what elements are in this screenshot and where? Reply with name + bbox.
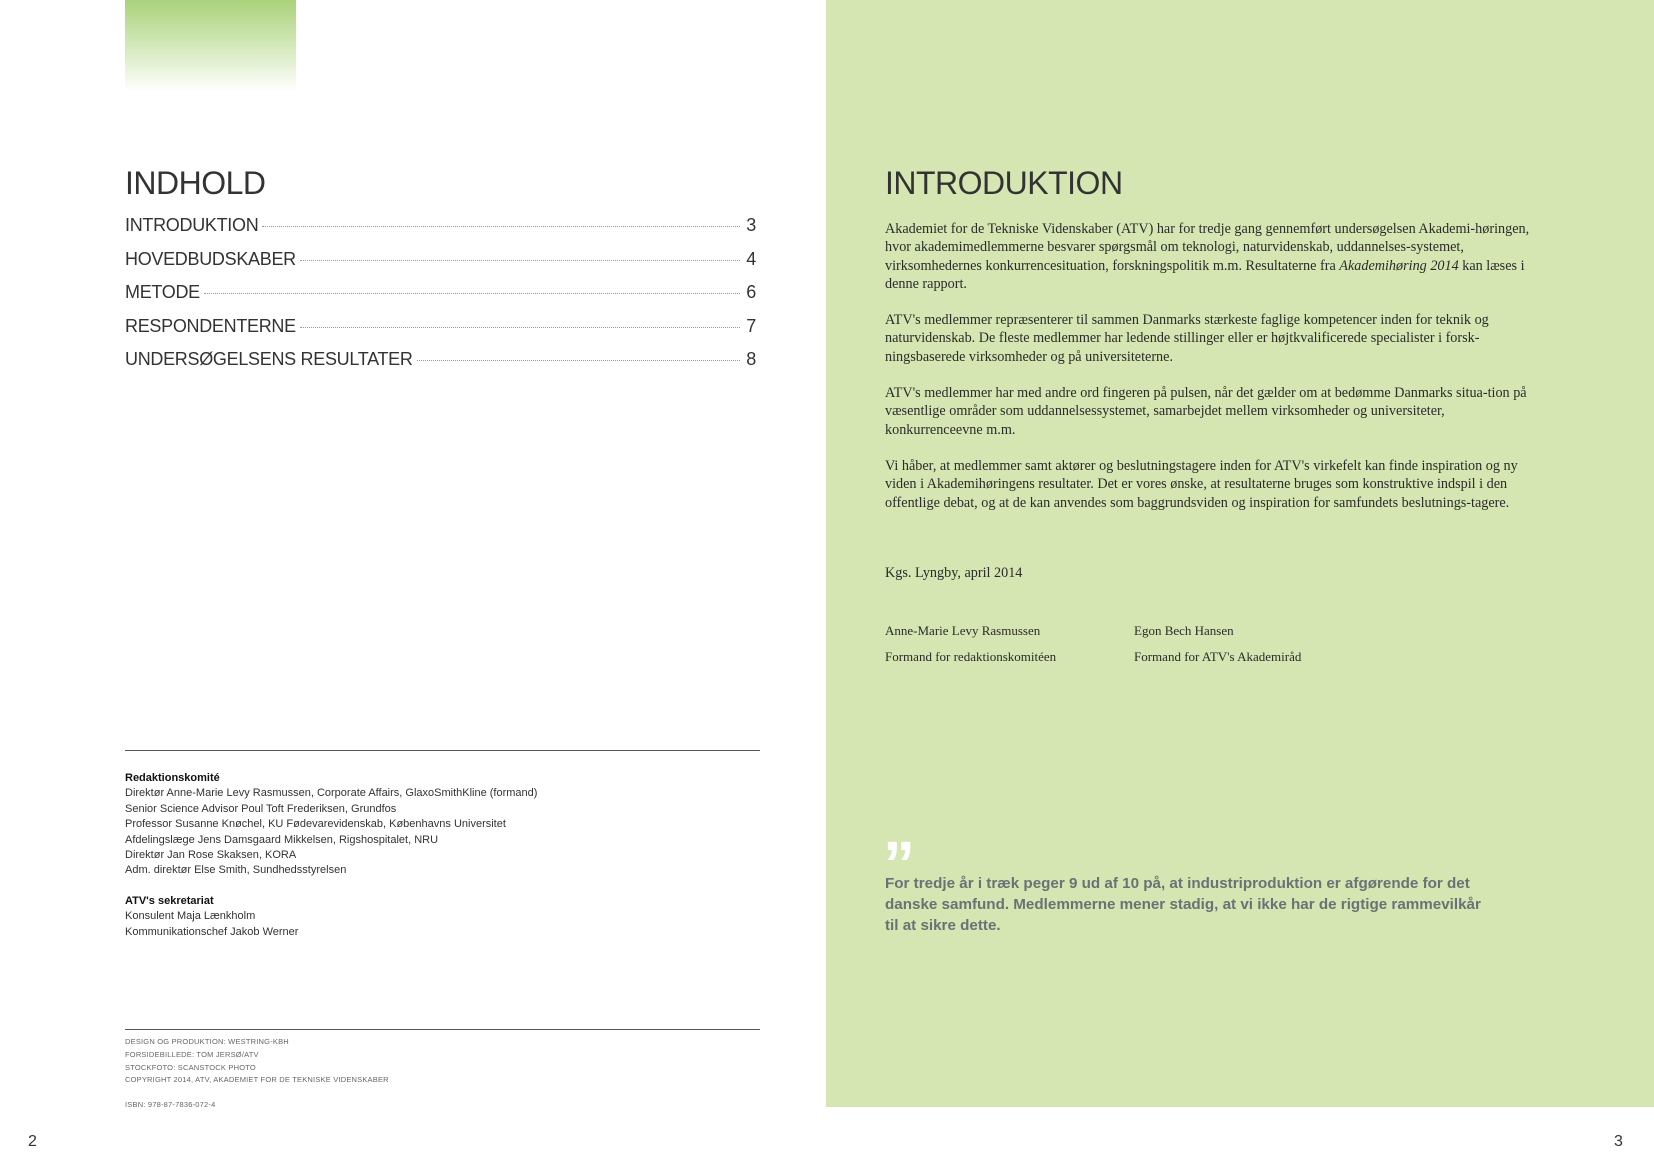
intro-paragraph: Vi håber, at medlemmer samt aktører og beslutningstagere inden for ATV's virkefelt kan finde inspiration og ny viden i Akademihøringens resultater. Det er vores ønske, at resultaterne bruges som konstruktive indspil i den offentlige debat, og at de kan anvendes som baggrundsviden og inspiration for samfundets beslutnings-tagere. <box>885 457 1518 511</box>
divider-rule <box>125 1029 760 1030</box>
signatory-role: Formand for ATV's Akademiråd <box>1134 649 1302 664</box>
signatory-1 <box>885 618 1056 670</box>
intro-paragraph <box>885 220 1535 293</box>
committee-heading: Redaktionskomité <box>125 772 220 784</box>
intro-text: Akademiet for de Tekniske Videnskaber (ATV) har for tredje gang gennemført undersøgelsen Akademi-høringen, hvor akademimedlemmerne besvarer spørgsmål om teknologi, naturvidenskab, uddannelses-systemet, virksomhedernes konkurrencesituation, forskningspolitik m.m. Resultaterne fra <box>885 221 1530 274</box>
toc-entry-label: METODE <box>125 282 200 302</box>
secretariat-heading: ATV's sekretariat <box>125 894 214 907</box>
committee-member: Senior Science Advisor Poul Toft Frederiksen, Grundfos <box>125 802 397 815</box>
toc-entry-resultater[interactable] <box>125 349 756 383</box>
left-page <box>0 0 826 1169</box>
signatory-name: Anne-Marie Levy Rasmussen <box>885 623 1041 638</box>
toc-leader-dots <box>204 293 740 294</box>
signatory-2 <box>1134 618 1301 670</box>
toc-entry-page: 6 <box>746 282 756 302</box>
toc-entry-label: RESPONDENTERNE <box>125 315 296 336</box>
signatory-role: Formand for redaktionskomitéen <box>885 649 1057 664</box>
committee-member: Direktør Anne-Marie Levy Rasmussen, Corporate Affairs, GlaxoSmithKline (formand) <box>125 787 538 800</box>
spacer <box>125 879 760 894</box>
toc-entry-label: UNDERSØGELSENS RESULTATER <box>125 349 413 369</box>
colophon-line: DESIGN OG PRODUKTION: WESTRING-KBH <box>125 1037 289 1046</box>
toc-entry-page: 4 <box>746 248 756 269</box>
secretariat-member: Konsulent Maja Lænkholm <box>125 910 256 923</box>
intro-text: kan læses i denne rapport. <box>885 257 1525 292</box>
toc-entry-label: HOVEDBUDSKABER <box>125 248 296 269</box>
secretariat-member: Kommunikationschef Jakob Werner <box>125 925 299 938</box>
toc-entry-metode[interactable] <box>125 282 756 316</box>
credits-block <box>125 771 760 940</box>
toc-entry-page: 8 <box>746 349 756 369</box>
toc-entry-label: INTRODUKTION <box>125 215 259 235</box>
toc-entry-respondenterne[interactable] <box>125 316 756 350</box>
committee-member: Direktør Jan Rose Skaksen, KORA <box>125 849 297 862</box>
intro-paragraph: ATV's medlemmer repræsenterer til sammen Danmarks stærkeste faglige kompetencer inden for teknik og naturvidenskab. De fleste medlemmer har ledende stillinger eller er højtkvalificerede specialister i forsk-ningsbaserede virksomheder og på universiteterne. <box>885 312 1489 365</box>
table-of-contents <box>125 215 756 383</box>
green-gradient-tab <box>125 0 296 92</box>
colophon-line: FORSIDEBILLEDE: TOM JERSØ/ATV <box>125 1049 259 1059</box>
toc-title: INDHOLD <box>125 165 266 201</box>
report-title-italic: Akademihøring 2014 <box>1339 257 1459 274</box>
toc-leader-dots <box>300 327 740 328</box>
signatory-name: Egon Bech Hansen <box>1134 623 1234 638</box>
toc-leader-dots <box>300 260 740 261</box>
page-number-right: 3 <box>1614 1133 1623 1150</box>
colophon-line: STOCKFOTO: SCANSTOCK PHOTO <box>125 1062 256 1072</box>
committee-member: Professor Susanne Knøchel, KU Fødevarevidenskab, Københavns Universitet <box>125 818 506 831</box>
committee-member: Afdelingslæge Jens Damsgaard Mikkelsen, Rigshospitalet, NRU <box>125 833 439 846</box>
divider-rule <box>125 750 760 751</box>
colophon <box>125 1036 389 1112</box>
intro-paragraph: ATV's medlemmer har med andre ord fingeren på pulsen, når det gælder om at bedømme Danmarks situa-tion på væsentlige områder som uddannelsessystemet, samarbejdet mellem virksomheder og universiteter, konkurrenceevne m.m. <box>885 385 1527 438</box>
quote-mark-icon: ” <box>883 828 915 900</box>
page-number-left: 2 <box>28 1133 37 1150</box>
toc-entry-introduktion[interactable] <box>125 215 756 249</box>
committee-member: Adm. direktør Else Smith, Sundhedsstyrelsen <box>125 864 347 877</box>
toc-entry-page: 3 <box>746 215 756 235</box>
isbn: ISBN: 978-87-7836-072-4 <box>125 1100 216 1110</box>
toc-entry-hovedbudskaber[interactable] <box>125 249 756 283</box>
colophon-line: COPYRIGHT 2014, ATV, AKADEMIET FOR DE TEKNISKE VIDENSKABER <box>125 1075 389 1085</box>
intro-body <box>885 220 1535 530</box>
right-page <box>826 0 1654 1107</box>
toc-leader-dots <box>262 226 740 227</box>
toc-entry-page: 7 <box>746 315 756 336</box>
intro-title: INTRODUKTION <box>885 165 1123 201</box>
pull-quote: For tredje år i træk peger 9 ud af 10 på, at industriproduktion er afgørende for det danske samfund. Medlemmerne mener stadig, at vi ikke har de rigtige rammevilkår til at sikre dette. <box>885 875 1481 934</box>
place-date: Kgs. Lyngby, april 2014 <box>885 565 1023 581</box>
toc-leader-dots <box>417 360 740 361</box>
